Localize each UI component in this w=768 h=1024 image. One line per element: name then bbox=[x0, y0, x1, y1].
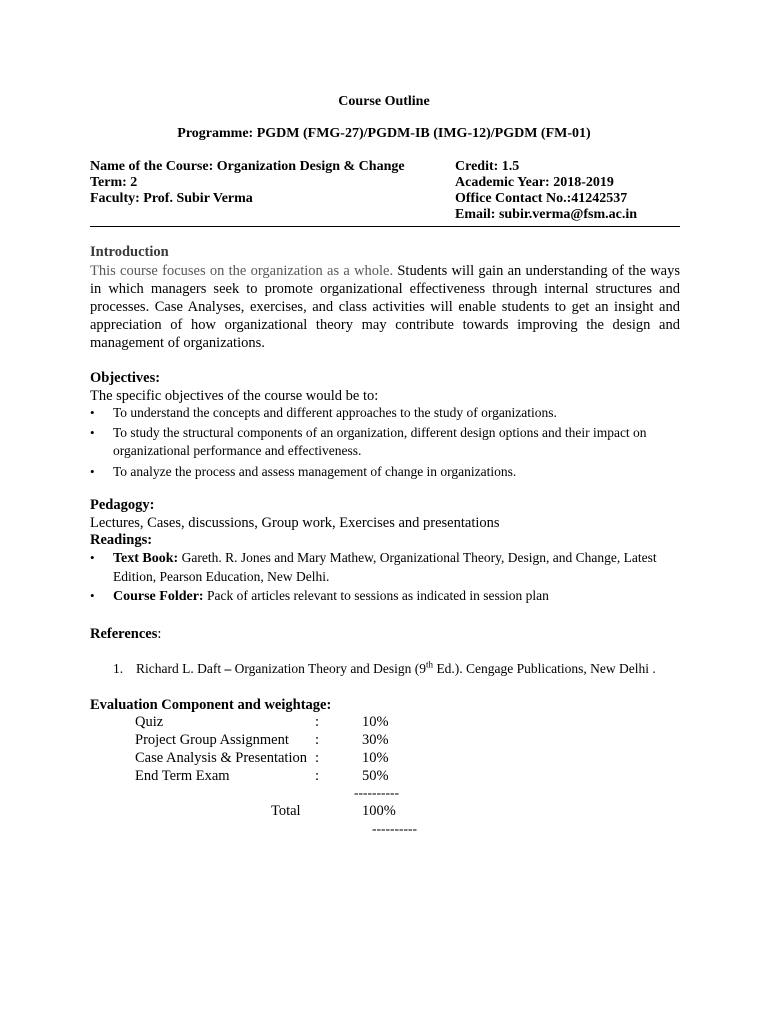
pedagogy-text: Lectures, Cases, discussions, Group work, Exercises and presentations bbox=[90, 515, 500, 531]
bullet-icon: • bbox=[90, 425, 95, 440]
evaluation-colon: : bbox=[315, 714, 320, 730]
evaluation-weight: 50% bbox=[362, 768, 389, 784]
reference-publisher: Ed.). Cengage Publications, New Delhi . bbox=[433, 661, 656, 676]
reference-item bbox=[136, 661, 656, 677]
evaluation-weight: 10% bbox=[362, 750, 389, 766]
course-term: Term: 2 bbox=[90, 175, 138, 190]
textbook-label: Text Book: bbox=[113, 551, 179, 566]
references-heading-text: References bbox=[90, 626, 158, 642]
reference-superscript: th bbox=[426, 659, 434, 670]
bullet-icon: • bbox=[90, 550, 95, 565]
evaluation-colon: : bbox=[315, 750, 320, 766]
objectives-intro: The specific objectives of the course would be to: bbox=[90, 388, 379, 404]
introduction-text bbox=[90, 262, 680, 352]
office-contact: Office Contact No.:41242537 bbox=[455, 191, 628, 206]
objectives-heading: Objectives: bbox=[90, 370, 161, 386]
page-title: Course Outline bbox=[338, 94, 430, 109]
textbook-text-continued: Edition, Pearson Education, New Delhi. bbox=[113, 569, 330, 584]
evaluation-weight: 10% bbox=[362, 714, 389, 730]
subtotal-divider: ---------- bbox=[354, 785, 399, 800]
evaluation-component: End Term Exam bbox=[135, 768, 230, 784]
evaluation-heading: Evaluation Component and weightage: bbox=[90, 697, 332, 713]
programme-line: Programme: PGDM (FMG-27)/PGDM-IB (IMG-12)/PGDM (FM-01) bbox=[177, 126, 591, 141]
header-divider bbox=[90, 226, 680, 227]
reference-author: Richard L. Daft bbox=[136, 661, 225, 676]
evaluation-component: Case Analysis & Presentation bbox=[135, 750, 307, 766]
introduction-body: Students will gain an understanding of the ways in which managers seek to promote organizational effectiveness through internal structures and processes. Case Analyses, exercises, and class activities will enable students to get an insight and appreciation of how organizational theory may contribute towards improving the design and management of organizations. bbox=[90, 263, 681, 351]
objective-item: To analyze the process and assess management of change in organizations. bbox=[113, 464, 517, 479]
pedagogy-heading: Pedagogy: bbox=[90, 497, 155, 513]
evaluation-weight: 30% bbox=[362, 732, 389, 748]
course-faculty: Faculty: Prof. Subir Verma bbox=[90, 191, 253, 206]
faculty-email[interactable]: Email: subir.verma@fsm.ac.in bbox=[455, 207, 638, 222]
reading-textbook bbox=[113, 550, 657, 567]
references-colon: : bbox=[157, 626, 162, 642]
objective-item: To understand the concepts and different approaches to the study of organizations. bbox=[113, 405, 557, 420]
textbook-text: Gareth. R. Jones and Mary Mathew, Organizational Theory, Design, and Change, Latest bbox=[178, 550, 657, 565]
objective-item-continued: organizational performance and effectiveness. bbox=[113, 443, 362, 458]
bullet-icon: • bbox=[90, 405, 95, 420]
reading-course-folder bbox=[113, 588, 549, 605]
readings-heading: Readings: bbox=[90, 532, 153, 548]
reference-dash: – bbox=[224, 661, 232, 676]
course-name: Name of the Course: Organization Design & Change bbox=[90, 159, 405, 174]
course-credit: Credit: 1.5 bbox=[455, 159, 520, 174]
evaluation-colon: : bbox=[315, 768, 320, 784]
course-folder-text: Pack of articles relevant to sessions as indicated in session plan bbox=[203, 588, 549, 603]
introduction-heading: Introduction bbox=[90, 244, 169, 260]
evaluation-component: Project Group Assignment bbox=[135, 732, 289, 748]
academic-year: Academic Year: 2018-2019 bbox=[455, 175, 614, 190]
course-folder-label: Course Folder: bbox=[113, 589, 204, 604]
evaluation-component: Quiz bbox=[135, 714, 164, 730]
evaluation-colon: : bbox=[315, 732, 320, 748]
objective-item: To study the structural components of an organization, different design options and their impact on bbox=[113, 425, 647, 440]
bullet-icon: • bbox=[90, 588, 95, 603]
reference-number: 1. bbox=[113, 661, 124, 676]
total-label: Total bbox=[271, 803, 301, 819]
total-divider: ---------- bbox=[372, 821, 417, 836]
bullet-icon: • bbox=[90, 464, 95, 479]
reference-title: Organization Theory and Design (9 bbox=[231, 661, 427, 676]
introduction-lead: This course focuses on the organization as a whole. bbox=[90, 263, 394, 279]
total-value: 100% bbox=[362, 803, 396, 819]
references-heading bbox=[90, 626, 161, 643]
